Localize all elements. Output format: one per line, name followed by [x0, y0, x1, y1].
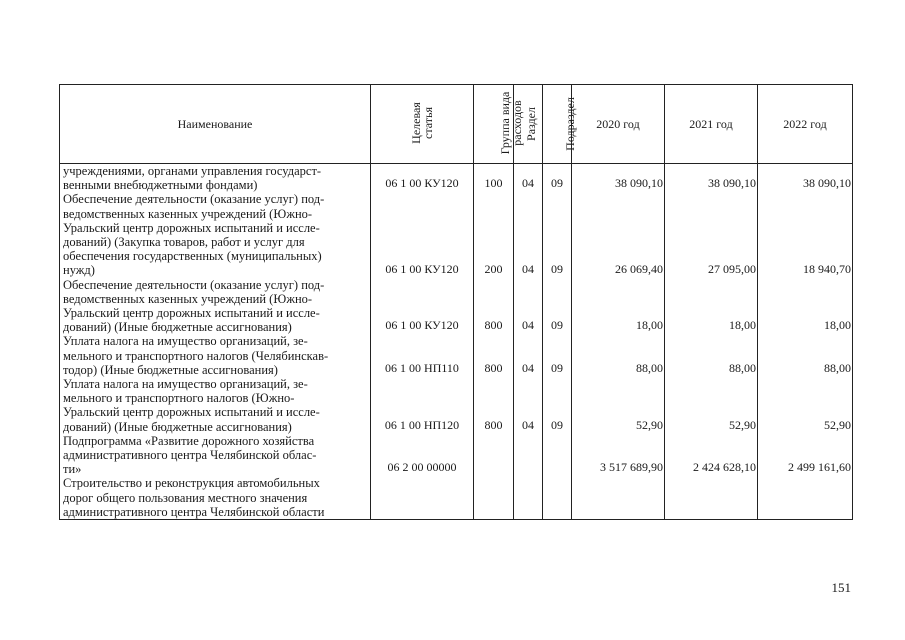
header-year-2022: 2022 год — [758, 85, 853, 164]
row-value-2021: 38 090,10 — [665, 164, 758, 193]
row-section — [514, 476, 543, 519]
row-target-article: 06 1 00 НП110 — [371, 334, 474, 377]
header-year-2020: 2020 год — [572, 85, 665, 164]
row-value-2020 — [572, 476, 665, 519]
row-value-2022: 52,90 — [758, 377, 853, 434]
row-subsection — [543, 476, 572, 519]
row-name-line: Обеспечение деятельности (оказание услуг) под- — [63, 277, 325, 292]
header-target-article — [371, 85, 474, 164]
row-name — [60, 164, 371, 193]
row-name — [60, 476, 371, 519]
row-section — [514, 434, 543, 477]
row-name — [60, 334, 371, 377]
row-section: 04 — [514, 164, 543, 193]
row-name — [60, 278, 371, 335]
row-name-line: Уплата налога на имущество организаций, зе- — [63, 334, 308, 349]
row-name-line: административного центра Челябинской облас- — [63, 448, 317, 463]
row-subsection: 09 — [543, 278, 572, 335]
row-value-2021 — [665, 476, 758, 519]
row-name-line: Уральский центр дорожных испытаний и иссле- — [63, 220, 320, 235]
row-value-2021: 2 424 628,10 — [665, 434, 758, 477]
table-row — [60, 192, 853, 277]
page-number: 151 — [831, 580, 851, 595]
row-section: 04 — [514, 192, 543, 277]
row-value-2022 — [758, 476, 853, 519]
row-value-2022: 18,00 — [758, 278, 853, 335]
row-name — [60, 434, 371, 477]
budget-table — [59, 84, 853, 520]
row-target-article — [371, 476, 474, 519]
table-row — [60, 476, 853, 519]
row-name-line: Подпрограмма «Развитие дорожного хозяйства — [63, 433, 315, 448]
row-name-line: ти» — [63, 462, 82, 477]
row-name-line: административного центра Челябинской области — [63, 504, 325, 519]
row-name-line: нужд) — [63, 263, 95, 278]
row-target-article: 06 1 00 КУ120 — [371, 192, 474, 277]
row-expense-group — [474, 476, 514, 519]
row-name-line: Обеспечение деятельности (оказание услуг) под- — [63, 192, 325, 207]
row-name-line: дований) (Закупка товаров, работ и услуг для — [63, 235, 305, 250]
table-body — [60, 164, 853, 520]
row-target-article: 06 1 00 КУ120 — [371, 164, 474, 193]
header-expense-group-text: Группа вида расходов — [498, 91, 524, 155]
row-expense-group: 200 — [474, 192, 514, 277]
row-section: 04 — [514, 377, 543, 434]
row-name-line: мельного и транспортного налогов (Южно- — [63, 391, 295, 406]
row-name-line: учреждениями, органами управления государст- — [63, 164, 322, 178]
row-subsection: 09 — [543, 192, 572, 277]
row-value-2020: 18,00 — [572, 278, 665, 335]
row-value-2022: 2 499 161,60 — [758, 434, 853, 477]
row-section: 04 — [514, 334, 543, 377]
header-row — [60, 85, 853, 164]
row-name-line: мельного и транспортного налогов (Челябинскав- — [63, 348, 329, 363]
row-name-line: дований) (Иные бюджетные ассигнования) — [63, 320, 292, 335]
header-year-2021: 2021 год — [665, 85, 758, 164]
row-name-line: Уплата налога на имущество организаций, зе- — [63, 377, 308, 392]
row-value-2020: 38 090,10 — [572, 164, 665, 193]
row-name-line: обеспечения государственных (муниципальных) — [63, 249, 322, 264]
row-target-article: 06 2 00 00000 — [371, 434, 474, 477]
table-row — [60, 334, 853, 377]
row-subsection: 09 — [543, 164, 572, 193]
header-target-article-text: Целевая статья — [409, 102, 435, 144]
header-name: Наименование — [60, 85, 371, 164]
row-value-2021: 52,90 — [665, 377, 758, 434]
row-name-line: дорог общего пользования местного значения — [63, 490, 308, 505]
row-expense-group: 800 — [474, 377, 514, 434]
row-name — [60, 377, 371, 434]
row-expense-group: 100 — [474, 164, 514, 193]
row-value-2020: 52,90 — [572, 377, 665, 434]
row-expense-group: 800 — [474, 278, 514, 335]
header-subsection — [543, 85, 577, 164]
header-section-text: Раздел — [523, 106, 538, 141]
table-row — [60, 377, 853, 434]
row-subsection — [543, 434, 572, 477]
row-value-2021: 88,00 — [665, 334, 758, 377]
row-subsection: 09 — [543, 334, 572, 377]
row-expense-group — [474, 434, 514, 477]
row-target-article: 06 1 00 НП120 — [371, 377, 474, 434]
table-row — [60, 278, 853, 335]
row-name-line: венными внебюджетными фондами) — [63, 178, 258, 193]
row-value-2022: 38 090,10 — [758, 164, 853, 193]
table-row — [60, 434, 853, 477]
table-row — [60, 164, 853, 193]
header-subsection-text: Подраздел — [562, 96, 577, 151]
row-value-2020: 26 069,40 — [572, 192, 665, 277]
row-value-2022: 18 940,70 — [758, 192, 853, 277]
row-expense-group: 800 — [474, 334, 514, 377]
row-subsection: 09 — [543, 377, 572, 434]
header-expense-group — [474, 85, 524, 164]
row-value-2020: 3 517 689,90 — [572, 434, 665, 477]
row-value-2021: 18,00 — [665, 278, 758, 335]
row-value-2022: 88,00 — [758, 334, 853, 377]
row-name — [60, 192, 371, 277]
row-name-line: Уральский центр дорожных испытаний и иссле- — [63, 405, 320, 420]
row-name-line: ведомственных казенных учреждений (Южно- — [63, 206, 313, 221]
row-name-line: Строительство и реконструкция автомобильных — [63, 476, 320, 491]
row-name-line: дований) (Иные бюджетные ассигнования) — [63, 419, 292, 434]
row-value-2021: 27 095,00 — [665, 192, 758, 277]
row-name-line: тодор) (Иные бюджетные ассигнования) — [63, 362, 278, 377]
row-name-line: ведомственных казенных учреждений (Южно- — [63, 291, 313, 306]
row-target-article: 06 1 00 КУ120 — [371, 278, 474, 335]
row-section: 04 — [514, 278, 543, 335]
row-name-line: Уральский центр дорожных испытаний и иссле- — [63, 306, 320, 321]
row-value-2020: 88,00 — [572, 334, 665, 377]
